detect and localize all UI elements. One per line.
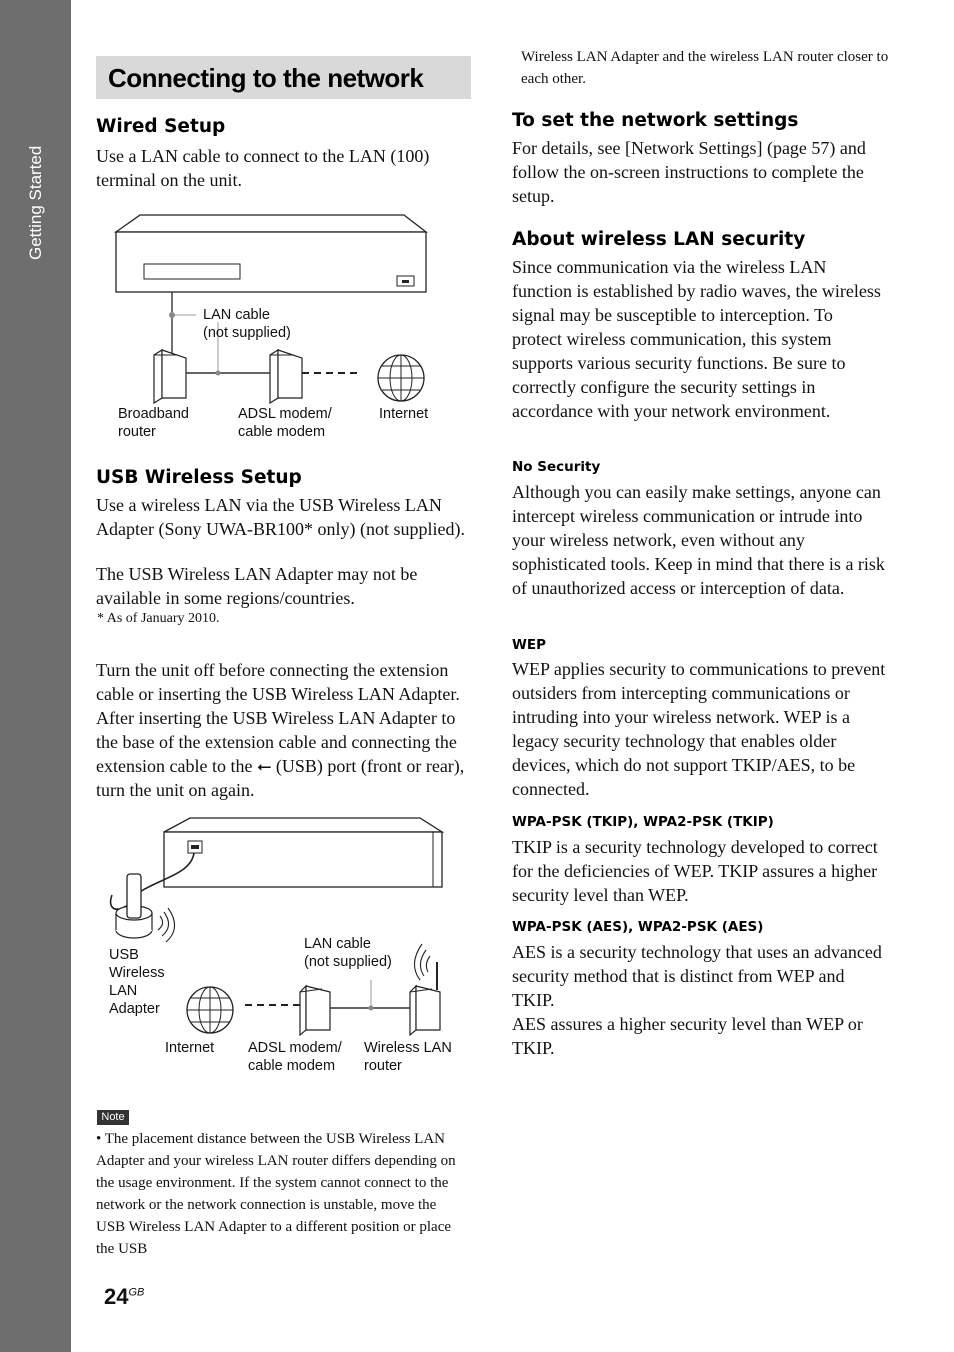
- sidebar-tab: [0, 0, 71, 1352]
- usb-internet-label: Internet: [165, 1040, 215, 1056]
- wireless-router-label-line2: router: [364, 1058, 402, 1074]
- usb-wireless-text-2: The USB Wireless LAN Adapter may not be available in some regions/countries.: [96, 564, 418, 608]
- wired-setup-heading: Wired Setup: [96, 116, 226, 137]
- tkip-heading: WPA-PSK (TKIP), WPA2-PSK (TKIP): [512, 814, 774, 830]
- usb-adapter-label-line3: LAN: [109, 983, 138, 999]
- usb-modem-label-line1: ADSL modem/: [248, 1040, 342, 1056]
- wired-cable-label-line1: LAN cable: [203, 307, 270, 323]
- wired-cable-label: [203, 306, 291, 342]
- wired-modem-label-line1: ADSL modem/: [238, 406, 332, 422]
- wired-setup-text: Use a LAN cable to connect to the LAN (100) terminal on the unit.: [96, 146, 430, 190]
- wireless-security-heading: About wireless LAN security: [512, 229, 806, 250]
- usb-adapter-label-line4: Adapter: [109, 1001, 160, 1017]
- usb-icon: ⭠: [256, 756, 272, 776]
- wep-heading: WEP: [512, 637, 547, 653]
- usb-modem-label-line2: cable modem: [248, 1058, 336, 1074]
- broadband-router-label-line1: Broadband: [118, 406, 189, 422]
- wired-cable-label-line2: (not supplied): [203, 325, 291, 341]
- page-number: [104, 1284, 144, 1310]
- tkip-text: TKIP is a security technology developed to correct for the deficiencies of WEP. TKIP assures a higher security level than WEP.: [512, 837, 878, 905]
- note-text: • The placement distance between the USB Wireless LAN Adapter and your wireless LAN router differs depending on the usage environment. If the system cannot connect to the network or the network connection is unstable, move the USB Wireless LAN Adapter to a different position or place the USB: [96, 1131, 456, 1257]
- broadband-router-label-line2: router: [118, 424, 156, 440]
- sidebar-label: Getting Started: [26, 145, 45, 260]
- page-title: Connecting to the network: [108, 63, 424, 93]
- network-settings-text: For details, see [Network Settings] (page 57) and follow the on-screen instructions to complete the setup.: [512, 138, 866, 206]
- note-badge: Note: [97, 1110, 129, 1125]
- aes-text: AES is a security technology that uses an advanced security method that is distinct from WEP and TKIP.: [512, 942, 882, 1010]
- aes-heading: WPA-PSK (AES), WPA2-PSK (AES): [512, 919, 764, 935]
- usb-cable-label-line1: LAN cable: [304, 936, 371, 952]
- no-security-text: Although you can easily make settings, anyone can intercept wireless communication or intrude into your wireless network, even without any sophisticated tools. Keep in mind that there is a risk of unauthorized access or interception of data.: [512, 482, 885, 598]
- network-settings-heading: To set the network settings: [512, 110, 799, 131]
- page-number-suffix: GB: [128, 1286, 145, 1299]
- wireless-router-label: [364, 1039, 452, 1075]
- usb-cable-label-line2: (not supplied): [304, 954, 392, 970]
- usb-wireless-text-1: Use a wireless LAN via the USB Wireless LAN Adapter (Sony UWA-BR100* only) (not supplied).: [96, 495, 465, 539]
- usb-wireless-heading: USB Wireless Setup: [96, 467, 302, 488]
- broadband-router-label: [118, 405, 189, 441]
- usb-adapter-label-line2: Wireless: [109, 965, 165, 981]
- note-continued-text: Wireless LAN Adapter and the wireless LAN router closer to each other.: [521, 49, 889, 87]
- usb-cable-label: [304, 935, 392, 971]
- usb-wireless-text-3b: (USB) port (front or rear), turn the unit on again.: [96, 756, 465, 800]
- usb-wireless-text-3a: Turn the unit off before connecting the extension cable or inserting the USB Wireless LAN Adapter. After inserting the USB Wireless LAN Adapter to the base of the extension cable and connecting the extension cable to the: [96, 660, 460, 776]
- aes-text-2: AES assures a higher security level than WEP or TKIP.: [512, 1014, 863, 1058]
- footnote: * As of January 2010.: [97, 611, 220, 626]
- usb-modem-label: [248, 1039, 342, 1075]
- wired-internet-label: Internet: [379, 406, 429, 422]
- usb-adapter-label: [109, 946, 165, 1018]
- no-security-heading: No Security: [512, 459, 601, 475]
- page-number-value: 24: [104, 1284, 129, 1309]
- wired-modem-label-line2: cable modem: [238, 424, 326, 440]
- section-title-box: [96, 56, 471, 99]
- usb-adapter-label-line1: USB: [109, 947, 139, 963]
- wireless-router-label-line1: Wireless LAN: [364, 1040, 452, 1056]
- wireless-security-text: Since communication via the wireless LAN function is established by radio waves, the wireless signal may be susceptible to interception. To protect wireless communication, this system supports various security functions. Be sure to correctly configure the security settings in accordance with your network environment.: [512, 257, 881, 421]
- wired-modem-label: [238, 405, 332, 441]
- wep-text: WEP applies security to communications to prevent outsiders from intercepting communications or intruding into your wireless network. WEP is a legacy security technology that enables older devices, which do not support TKIP/AES, to be connected.: [512, 659, 886, 799]
- usb-wireless-text-3: [96, 658, 471, 802]
